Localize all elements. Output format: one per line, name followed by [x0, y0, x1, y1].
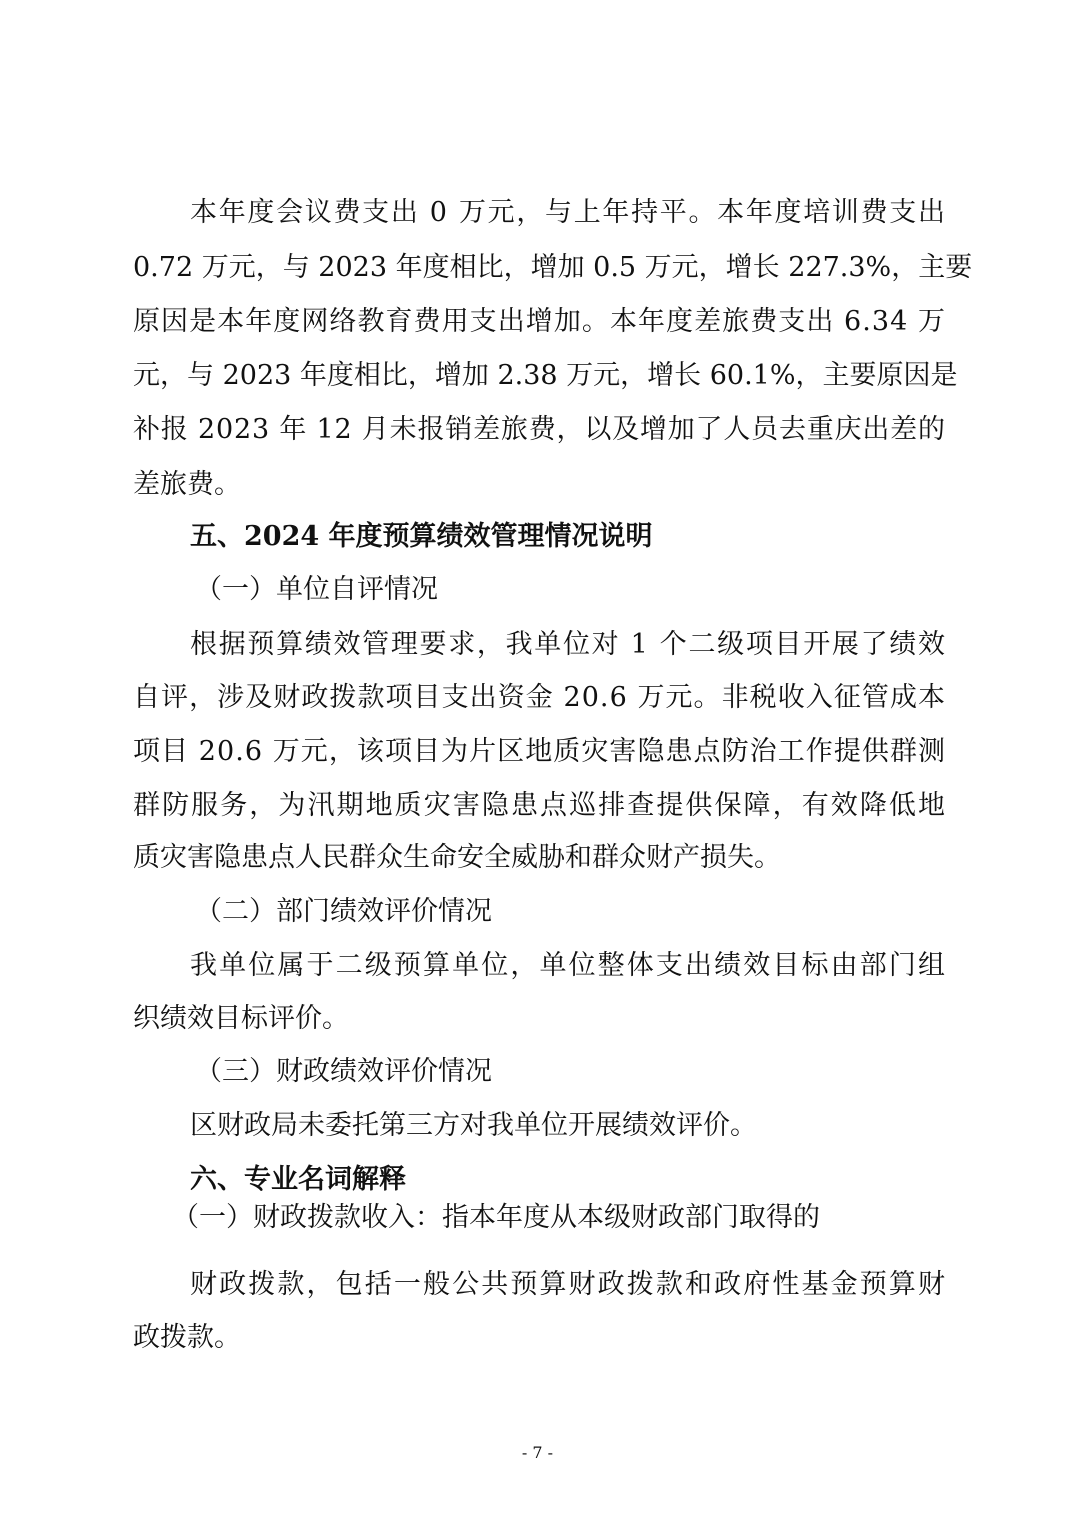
text-line: 质灾害隐患点人民群众生命安全威胁和群众财产损失。	[133, 842, 781, 873]
page-number: - 7 -	[521, 1443, 554, 1462]
section-subheading: （三）财政绩效评价情况	[195, 1056, 492, 1087]
text-line: 群防服务，为汛期地质灾害隐患点巡排查提供保障，有效降低地	[133, 790, 948, 821]
section-subheading: （二）部门绩效评价情况	[195, 896, 492, 927]
section-subheading: （一）单位自评情况	[195, 574, 438, 605]
text-line: 自评，涉及财政拨款项目支出资金 20.6 万元。非税收入征管成本	[133, 682, 947, 713]
text-line: 区财政局未委托第三方对我单位开展绩效评价。	[190, 1110, 757, 1141]
text-line: 我单位属于二级预算单位，单位整体支出绩效目标由部门组	[190, 950, 948, 981]
term-label: （一）财政拨款收入：	[172, 1202, 442, 1233]
section-heading: 六、专业名词解释	[190, 1164, 406, 1195]
term-definition-line	[172, 1200, 820, 1236]
text-line: 0.72 万元，与 2023 年度相比，增加 0.5 万元，增长 227.3%，主要	[133, 252, 973, 283]
text-line: 差旅费。	[133, 469, 241, 500]
text-line: 财政拨款，包括一般公共预算财政拨款和政府性基金预算财	[190, 1269, 948, 1300]
text-line: 原因是本年度网络教育费用支出增加。本年度差旅费支出 6.34 万	[133, 306, 947, 337]
term-text: 指本年度从本级财政部门取得的	[442, 1202, 820, 1233]
text-line: 补报 2023 年 12 月未报销差旅费，以及增加了人员去重庆出差的	[133, 414, 946, 445]
section-heading: 五、2024 年度预算绩效管理情况说明	[190, 521, 653, 552]
text-line: 政拨款。	[133, 1322, 241, 1353]
text-line: 根据预算绩效管理要求，我单位对 1 个二级项目开展了绩效	[190, 629, 947, 660]
text-line: 织绩效目标评价。	[133, 1003, 349, 1034]
text-line: 项目 20.6 万元，该项目为片区地质灾害隐患点防治工作提供群测	[133, 736, 947, 767]
text-line: 本年度会议费支出 0 万元，与上年持平。本年度培训费支出	[190, 197, 947, 228]
text-line: 元，与 2023 年度相比，增加 2.38 万元，增长 60.1%，主要原因是	[133, 360, 958, 391]
